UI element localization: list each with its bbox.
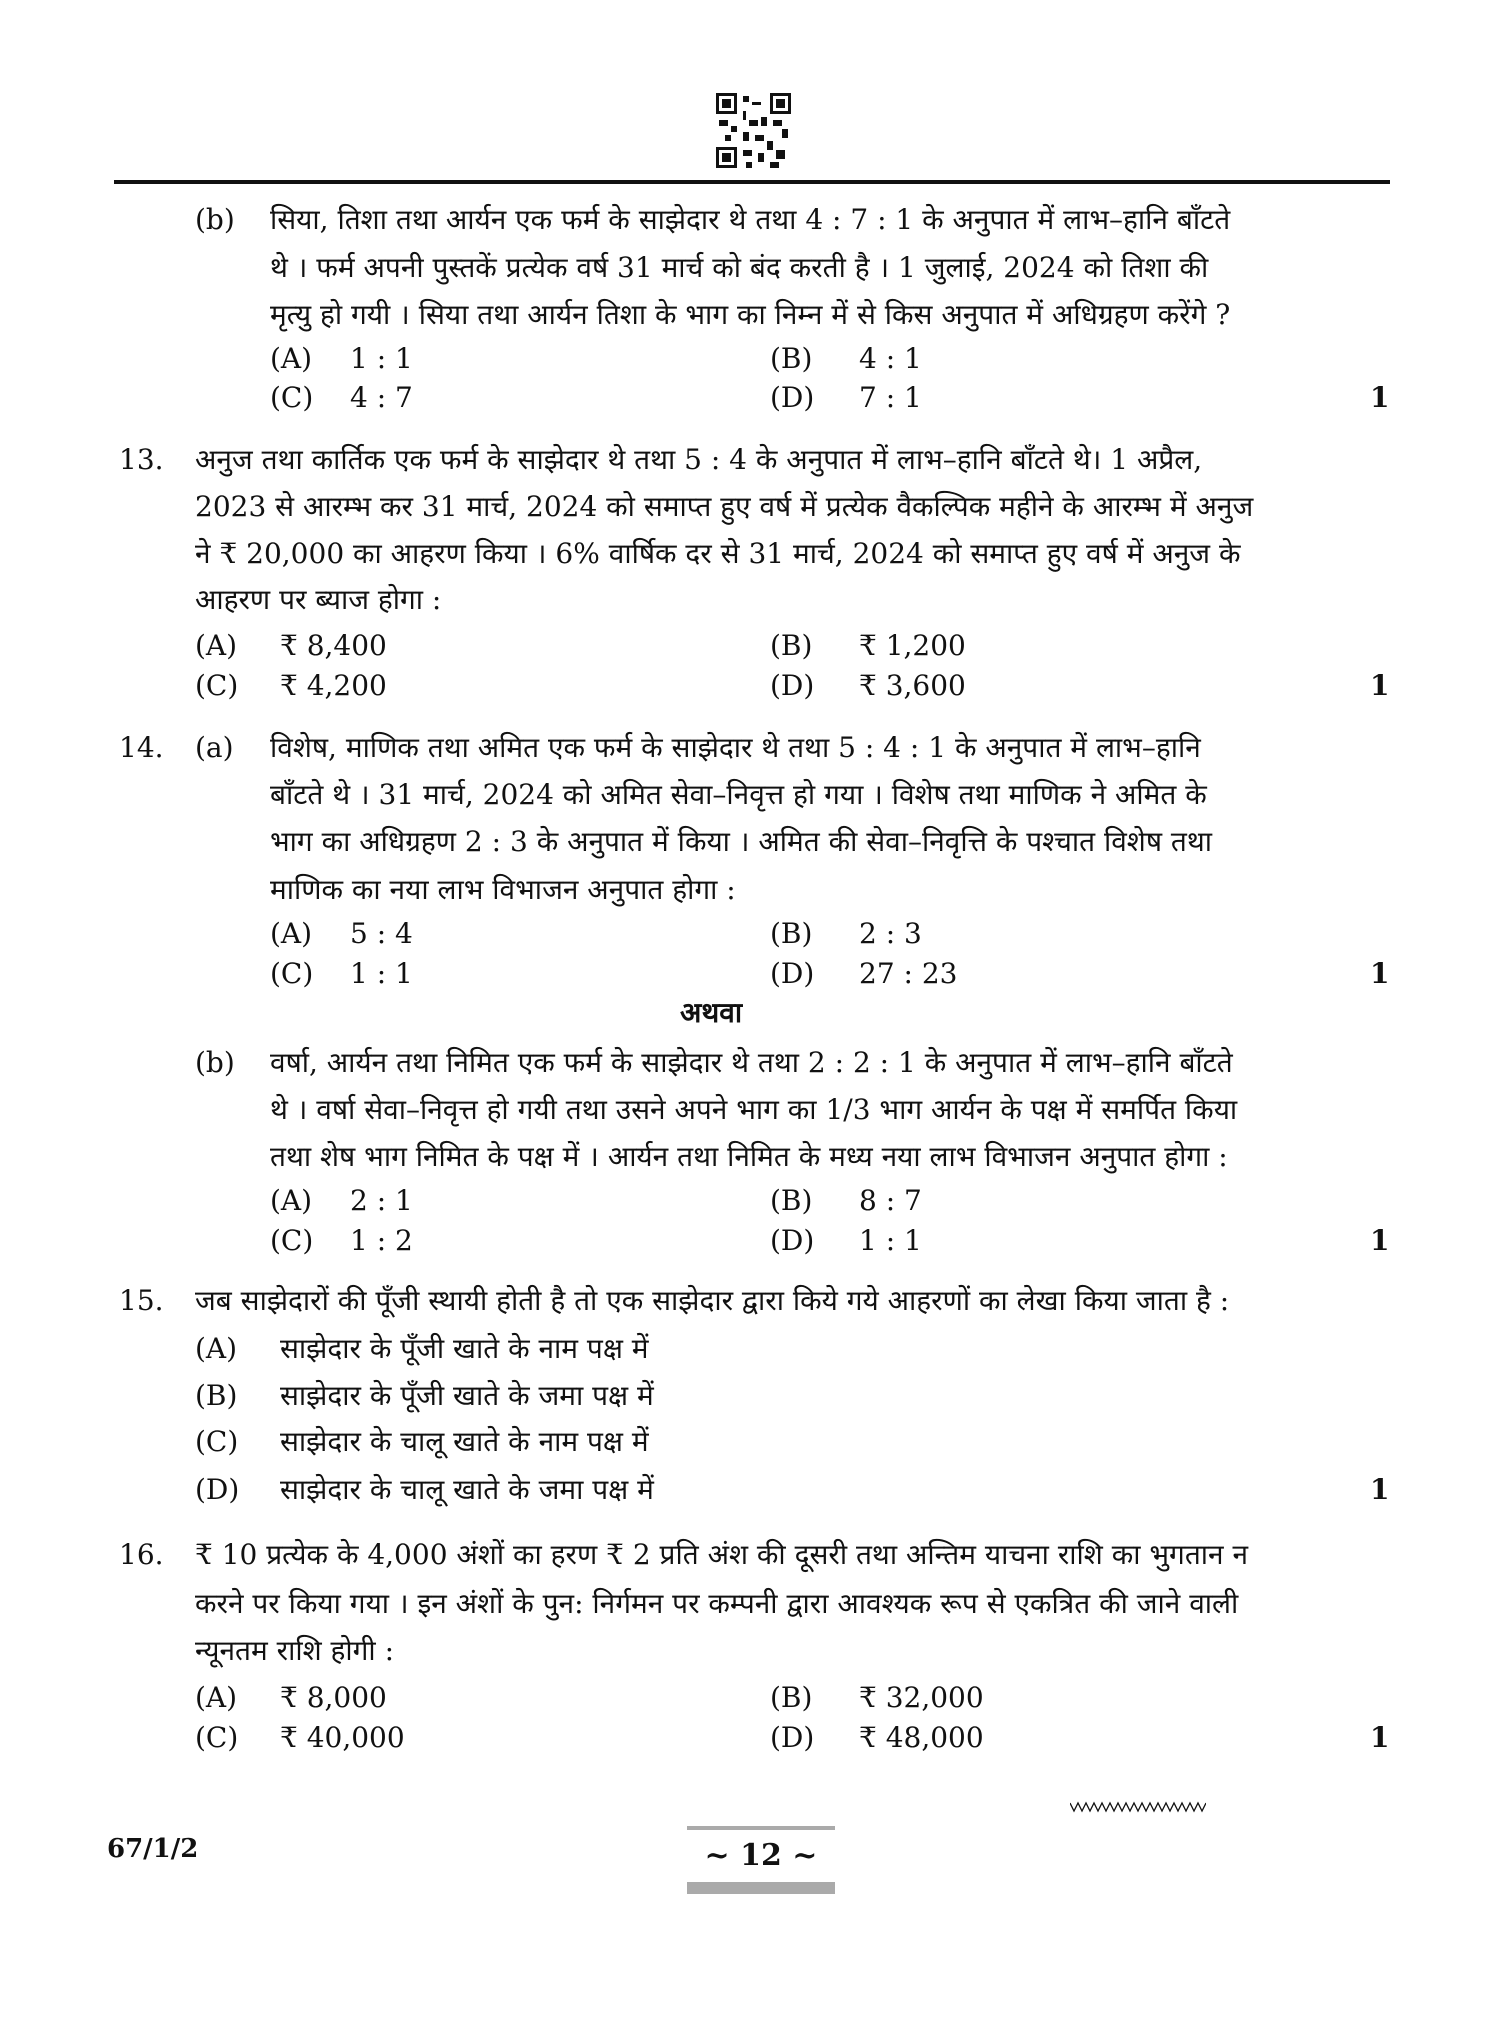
option-value: ₹ 40,000 (280, 1721, 405, 1754)
option-label: (C) (270, 957, 314, 990)
option-label: (D) (195, 1473, 240, 1506)
option-value: ₹ 32,000 (859, 1681, 984, 1714)
option-label: (B) (195, 1379, 238, 1412)
question-text-line: आहरण पर ब्याज होगा : (195, 583, 442, 616)
option-label: (B) (770, 1681, 813, 1714)
option-value: साझेदार के चालू खाते के नाम पक्ष में (280, 1425, 649, 1458)
or-divider: अथवा (680, 996, 743, 1029)
sub-label: (a) (195, 731, 234, 764)
marks: 1 (1370, 669, 1390, 702)
sub-label: (b) (195, 203, 235, 236)
question-text-line: थे । वर्षा सेवा–निवृत्त हो गयी तथा उसने अपने भाग का 1/3 भाग आर्यन के पक्ष में समर्पित किया (270, 1093, 1238, 1126)
option-label: (C) (195, 1721, 239, 1754)
option-label: (D) (770, 669, 815, 702)
question-text-line: ₹ 10 प्रत्येक के 4,000 अंशों का हरण ₹ 2 प्रति अंश की दूसरी तथा अन्तिम याचना राशि का भुगतान न (195, 1538, 1249, 1571)
option-label: (A) (270, 917, 313, 950)
question-text-line: विशेष, माणिक तथा अमित एक फर्म के साझेदार थे तथा 5 : 4 : 1 के अनुपात में लाभ–हानि (270, 731, 1201, 764)
page-number: ~ 12 ~ (704, 1838, 818, 1873)
option-value: ₹ 8,000 (280, 1681, 387, 1714)
question-text-line: न्यूनतम राशि होगी : (195, 1634, 395, 1667)
marks: 1 (1370, 1473, 1390, 1506)
question-text-line: मृत्यु हो गयी । सिया तथा आर्यन तिशा के भाग का निम्न में से किस अनुपात में अधिग्रहण करेंगे ? (270, 298, 1231, 331)
option-label: (A) (270, 1184, 313, 1217)
option-label: (D) (770, 1224, 815, 1257)
option-value: ₹ 3,600 (859, 669, 966, 702)
option-label: (D) (770, 957, 815, 990)
question-text-line: भाग का अधिग्रहण 2 : 3 के अनुपात में किया । अमित की सेवा–निवृत्ति के पश्चात विशेष तथा (270, 825, 1213, 858)
option-label: (B) (770, 1184, 813, 1217)
question-text-line: जब साझेदारों की पूँजी स्थायी होती है तो एक साझेदार द्वारा किये गये आहरणों का लेखा किया जाता है : (195, 1284, 1230, 1317)
marks: 1 (1370, 1721, 1390, 1754)
question-number: 13. (119, 443, 164, 476)
option-label: (A) (270, 342, 313, 375)
option-value: ₹ 8,400 (280, 629, 387, 662)
option-value: 2 : 1 (350, 1184, 413, 1217)
paper-code: 67/1/2 (107, 1834, 199, 1864)
option-label: (C) (195, 669, 239, 702)
question-text-line: माणिक का नया लाभ विभाजन अनुपात होगा : (270, 873, 736, 906)
option-value: ₹ 4,200 (280, 669, 387, 702)
option-value: 4 : 1 (859, 342, 922, 375)
option-value: ₹ 48,000 (859, 1721, 984, 1754)
option-value: साझेदार के पूँजी खाते के जमा पक्ष में (280, 1379, 654, 1412)
option-value: 7 : 1 (859, 381, 922, 414)
option-value: 5 : 4 (350, 917, 413, 950)
sub-label: (b) (195, 1046, 235, 1079)
question-text-line: 2023 से आरम्भ कर 31 मार्च, 2024 को समाप्त हुए वर्ष में प्रत्येक वैकल्पिक महीने के आरम्भ में अनुज (195, 490, 1254, 523)
question-text-line: वर्षा, आर्यन तथा निमित एक फर्म के साझेदार थे तथा 2 : 2 : 1 के अनुपात में लाभ–हानि बाँटते (270, 1046, 1233, 1079)
option-label: (C) (270, 381, 314, 414)
option-value: साझेदार के पूँजी खाते के नाम पक्ष में (280, 1332, 649, 1365)
question-text-line: तथा शेष भाग निमित के पक्ष में । आर्यन तथा निमित के मध्य नया लाभ विभाजन अनुपात होगा : (270, 1140, 1228, 1173)
option-value: 2 : 3 (859, 917, 922, 950)
question-text-line: करने पर किया गया । इन अंशों के पुन: निर्गमन पर कम्पनी द्वारा आवश्यक रूप से एकत्रित की जाने वाली (195, 1587, 1239, 1620)
option-value: 1 : 1 (350, 957, 413, 990)
marks: 1 (1370, 1224, 1390, 1257)
option-label: (C) (270, 1224, 314, 1257)
marks: 1 (1370, 957, 1390, 990)
option-value: 1 : 1 (350, 342, 413, 375)
question-number: 16. (119, 1538, 164, 1571)
option-value: ₹ 1,200 (859, 629, 966, 662)
option-label: (A) (195, 629, 238, 662)
option-label: (B) (770, 917, 813, 950)
qr-code-icon (716, 93, 791, 168)
question-number: 14. (119, 731, 164, 764)
option-label: (C) (195, 1425, 239, 1458)
page-number-box (687, 1826, 835, 1900)
question-number: 15. (119, 1284, 164, 1317)
header-rule (114, 180, 1390, 184)
option-value: साझेदार के चालू खाते के जमा पक्ष में (280, 1473, 654, 1506)
option-value: 8 : 7 (859, 1184, 922, 1217)
option-label: (A) (195, 1681, 238, 1714)
marks: 1 (1370, 381, 1390, 414)
option-value: 4 : 7 (350, 381, 413, 414)
question-text-line: थे । फर्म अपनी पुस्तकें प्रत्येक वर्ष 31 मार्च को बंद करती है । 1 जुलाई, 2024 को तिशा की (270, 251, 1209, 284)
question-text-line: सिया, तिशा तथा आर्यन एक फर्म के साझेदार थे तथा 4 : 7 : 1 के अनुपात में लाभ–हानि बाँटते (270, 203, 1231, 236)
option-label: (A) (195, 1332, 238, 1365)
question-text-line: ने ₹ 20,000 का आहरण किया । 6% वार्षिक दर से 31 मार्च, 2024 को समाप्त हुए वर्ष में अनुज के (195, 537, 1241, 570)
question-text-line: बाँटते थे । 31 मार्च, 2024 को अमित सेवा–निवृत्त हो गया । विशेष तथा माणिक ने अमित के (270, 778, 1207, 811)
option-label: (D) (770, 381, 815, 414)
option-label: (B) (770, 629, 813, 662)
wavy-line-decoration (1070, 1800, 1206, 1814)
option-value: 27 : 23 (859, 957, 958, 990)
option-label: (D) (770, 1721, 815, 1754)
option-value: 1 : 1 (859, 1224, 922, 1257)
question-text-line: अनुज तथा कार्तिक एक फर्म के साझेदार थे तथा 5 : 4 के अनुपात में लाभ–हानि बाँटते थे। 1 अप्रैल, (195, 443, 1203, 476)
option-label: (B) (770, 342, 813, 375)
option-value: 1 : 2 (350, 1224, 413, 1257)
